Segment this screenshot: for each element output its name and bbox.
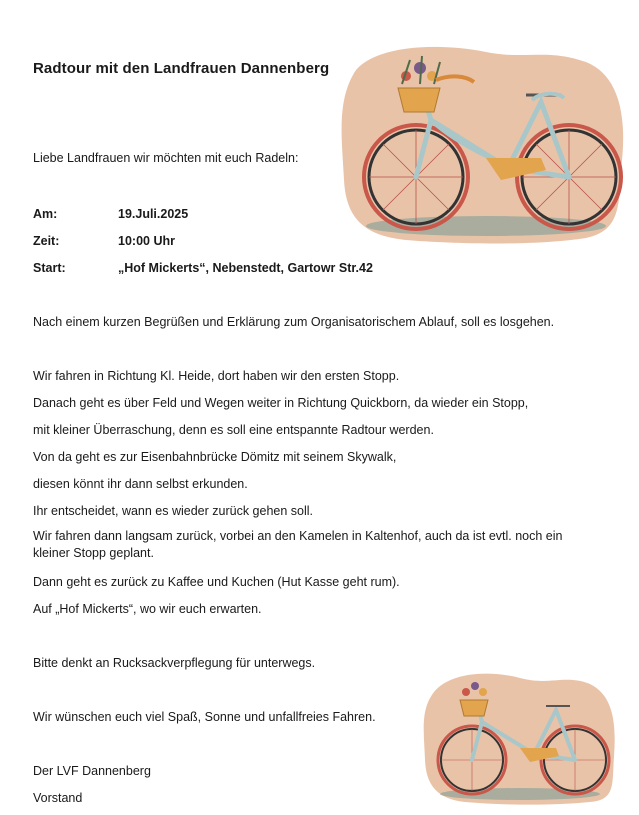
signature-line: Der LVF Dannenberg — [33, 764, 151, 778]
page-title: Radtour mit den Landfrauen Dannenberg — [33, 60, 330, 77]
paragraph-line: Wir fahren dann langsam zurück, vorbei an den Kamelen in Kaltenhof, auch da ist evtl. noch ein kleiner Stopp geplant. — [33, 529, 563, 560]
paragraph-line: Von da geht es zur Eisenbahnbrücke Dömitz mit seinem Skywalk, — [33, 450, 397, 464]
signature-line: Vorstand — [33, 791, 83, 805]
paragraph-line: Dann geht es zurück zu Kaffee und Kuchen (Hut Kasse geht rum). — [33, 575, 400, 589]
time-label: Zeit: — [33, 234, 60, 248]
date-label: Am: — [33, 207, 58, 221]
paragraph-line: Wir fahren in Richtung Kl. Heide, dort haben wir den ersten Stopp. — [33, 369, 400, 383]
intro-text: Nach einem kurzen Begrüßen und Erklärung zum Organisatorischem Ablauf, soll es losgehen. — [33, 315, 555, 329]
paragraph-line: Auf „Hof Mickerts“, wo wir euch erwarten. — [33, 602, 262, 616]
time-value: 10:00 Uhr — [118, 234, 175, 248]
date-value: 19.Juli.2025 — [118, 207, 189, 221]
start-label: Start: — [33, 261, 66, 275]
paragraph-line: Danach geht es über Feld und Wegen weiter in Richtung Quickborn, da wieder ein Stopp, — [33, 396, 529, 410]
paragraph-line: mit kleiner Überraschung, denn es soll eine entspannte Radtour werden. — [33, 423, 434, 437]
paragraph-line: Ihr entscheidet, wann es wieder zurück gehen soll. — [33, 504, 314, 518]
start-value: „Hof Mickerts“, Nebenstedt, Gartowr Str.42 — [118, 261, 373, 275]
paragraph-line: diesen könnt ihr dann selbst erkunden. — [33, 477, 248, 491]
greeting-text: Liebe Landfrauen wir möchten mit euch Radeln: — [33, 151, 299, 165]
reminder-text: Bitte denkt an Rucksackverpflegung für unterwegs. — [33, 656, 316, 670]
wishes-text: Wir wünschen euch viel Spaß, Sonne und unfallfreies Fahren. — [33, 710, 376, 724]
bicycle-illustration — [336, 40, 628, 246]
bicycle-illustration-small — [420, 668, 618, 806]
